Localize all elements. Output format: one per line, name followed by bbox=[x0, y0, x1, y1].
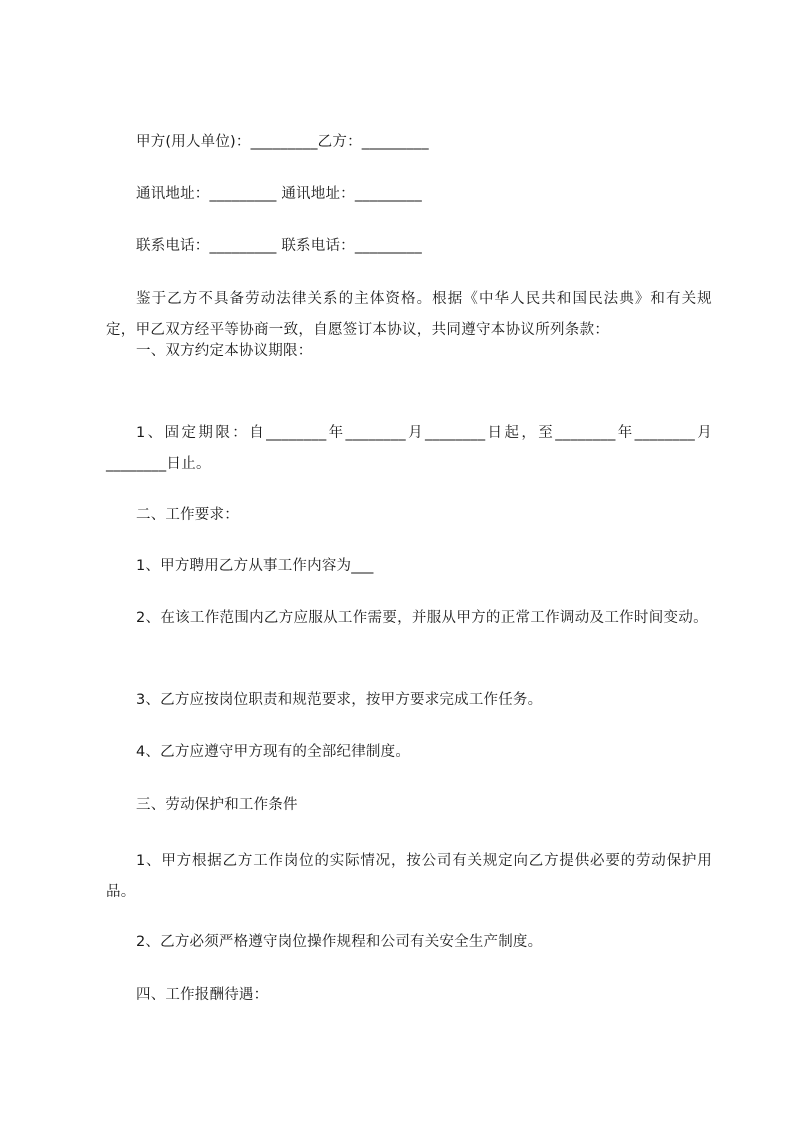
parties-line: 甲方(用人单位)：_________乙方：_________ bbox=[136, 134, 429, 150]
section-2-item-4: 4、乙方应遵守甲方现有的全部纪律制度。 bbox=[136, 744, 411, 760]
address-line: 通讯地址：_________ 通讯地址：_________ bbox=[136, 186, 422, 202]
section-3-heading: 三、劳动保护和工作条件 bbox=[136, 797, 298, 813]
section-2-item-3: 3、乙方应按岗位职责和规范要求，按甲方要求完成工作任务。 bbox=[136, 692, 543, 708]
phone-line: 联系电话：_________ 联系电话：_________ bbox=[136, 238, 422, 254]
section-1-item-1: 1、固定期限：自________年________月________日起，至________年________月________日止。 bbox=[106, 425, 712, 472]
preamble-paragraph: 鉴于乙方不具备劳动法律关系的主体资格。根据《中华人民共和国民法典》和有关规定，甲乙双方经平等协商一致，自愿签订本协议，共同遵守本协议所列条款： bbox=[106, 291, 712, 338]
section-2-item-1: 1、甲方聘用乙方从事工作内容为___ bbox=[136, 558, 374, 574]
section-3-item-1: 1、甲方根据乙方工作岗位的实际情况，按公司有关规定向乙方提供必要的劳动保护用品。 bbox=[106, 853, 712, 900]
section-2-item-2: 2、在该工作范围内乙方应服从工作需要，并服从甲方的正常工作调动及工作时间变动。 bbox=[136, 610, 708, 626]
section-4-heading: 四、工作报酬待遇： bbox=[136, 987, 269, 1003]
section-3-item-2: 2、乙方必须严格遵守岗位操作规程和公司有关安全生产制度。 bbox=[136, 934, 543, 950]
section-2-heading: 二、工作要求： bbox=[136, 507, 239, 523]
section-1-heading: 一、双方约定本协议期限： bbox=[136, 343, 313, 359]
